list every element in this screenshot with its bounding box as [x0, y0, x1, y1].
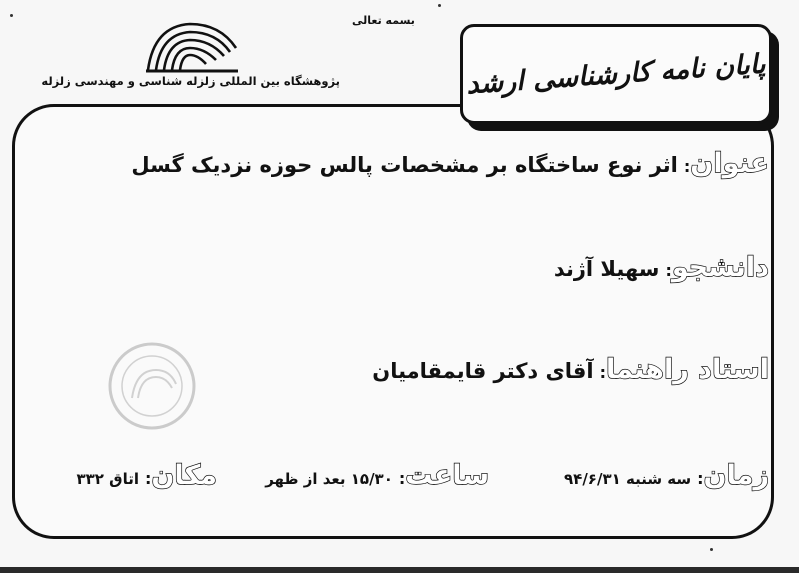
hour-row [265, 460, 489, 491]
faded-stamp-icon [106, 340, 198, 432]
subject-row [131, 148, 769, 179]
institute-name: پژوهشگاه بین المللی زلزله شناسی و مهندسی زلزله [41, 74, 340, 88]
place-value: اتاق ۳۳۲ [76, 470, 139, 488]
student-label: دانشجو [671, 252, 769, 283]
hour-value: ۱۵/۳۰ بعد از ظهر [265, 470, 393, 488]
title-box [460, 24, 772, 124]
colon-mark: : [599, 363, 606, 382]
date-row [564, 460, 769, 491]
thesis-type-title: پایان نامه کارشناسی ارشد [465, 48, 767, 100]
date-label: زمان [703, 460, 769, 491]
colon-mark: : [683, 157, 691, 176]
scan-speck [710, 548, 713, 551]
place-row [76, 460, 217, 491]
student-value: سهیلا آژند [553, 257, 660, 281]
advisor-value: آقای دکتر قایمقامیان [372, 359, 594, 383]
institute-logo-icon [144, 18, 240, 74]
colon-mark: : [697, 469, 704, 488]
colon-mark: : [665, 261, 672, 280]
date-value: سه شنبه ۹۴/۶/۳۱ [564, 470, 692, 488]
scan-speck [438, 4, 441, 7]
place-label: مکان [151, 460, 217, 491]
advisor-row [372, 354, 769, 385]
subject-label: عنوان [690, 148, 769, 179]
subject-value: اثر نوع ساختگاه بر مشخصات پالس حوزه نزدیک گسل [131, 153, 678, 177]
basmala-text: بسمه تعالی [352, 14, 415, 27]
hour-label: ساعت [405, 460, 489, 491]
student-row [554, 252, 769, 283]
colon-mark: : [398, 469, 406, 488]
colon-mark: : [144, 469, 152, 488]
advisor-label: استاد راهنما [605, 354, 769, 385]
scan-edge [0, 567, 799, 573]
scan-speck [10, 14, 13, 17]
